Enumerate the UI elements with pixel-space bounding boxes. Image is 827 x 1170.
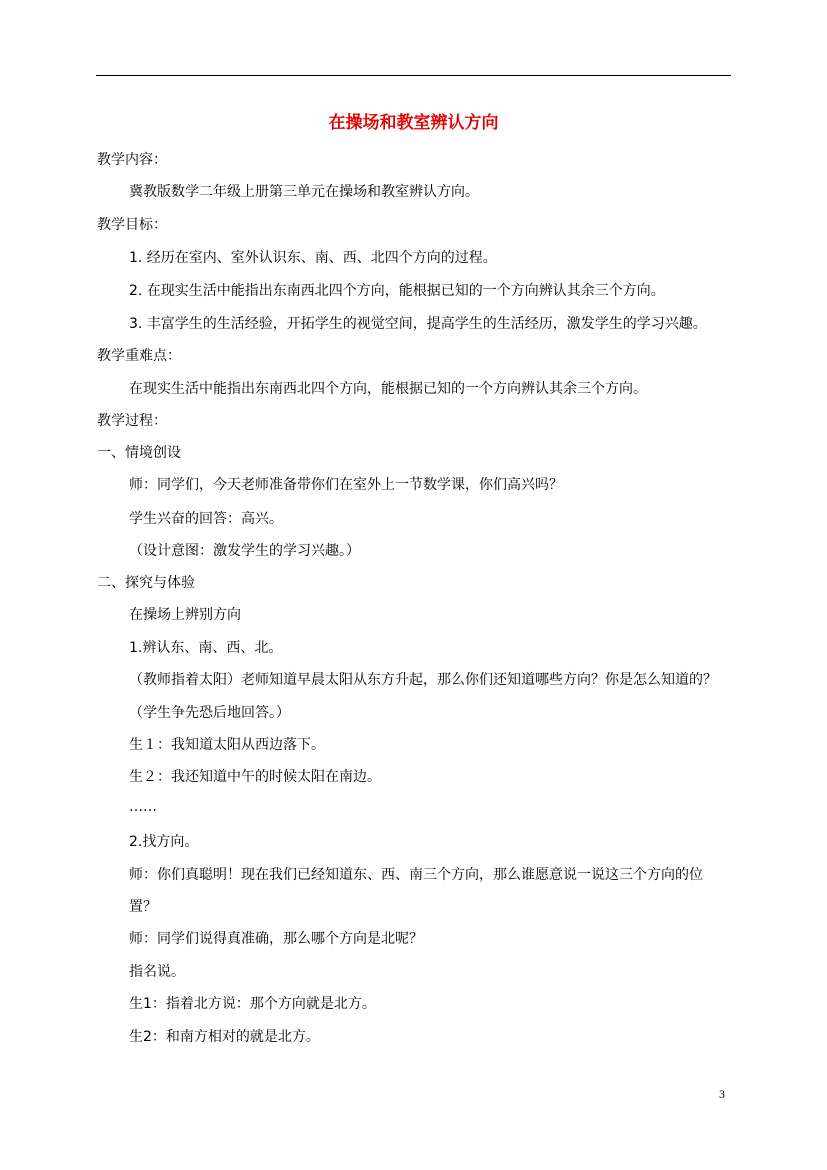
- keypoints-label: 教学重难点：: [97, 348, 181, 364]
- section-2-line: 1.辨认东、南、西、北。: [129, 640, 283, 656]
- content-text: 冀教版数学二年级上册第三单元在操场和教室辨认方向。: [129, 184, 479, 200]
- section-1-line: 师：同学们，今天老师准备带你们在室外上一节数学课，你们高兴吗？: [129, 477, 563, 493]
- page-number: 3: [719, 1087, 725, 1101]
- section-1-line: 学生兴奋的回答：高兴。: [129, 511, 283, 527]
- section-2-line: 指名说。: [129, 964, 185, 980]
- header-rule: [96, 75, 731, 76]
- process-label: 教学过程：: [97, 413, 167, 429]
- ellipsis-line: ……: [129, 799, 157, 815]
- goal-item-2: 2. 在现实生活中能指出东南西北四个方向，能根据已知的一个方向辨认其余三个方向。: [129, 283, 665, 299]
- section-2-line: 2.找方向。: [129, 834, 199, 850]
- section-2-heading: 二、探究与体验: [97, 575, 195, 591]
- section-2-line: 生2：和南方相对的就是北方。: [129, 1029, 320, 1045]
- section-1-line: （设计意图：激发学生的学习兴趣。）: [129, 543, 360, 559]
- section-2-line: 生１：我知道太阳从西边落下。: [129, 737, 325, 753]
- section-2-line: 生２：我还知道中午的时候太阳在南边。: [129, 769, 381, 785]
- goal-item-1: 1. 经历在室内、室外认识东、南、西、北四个方向的过程。: [129, 250, 497, 266]
- section-2-line: 在操场上辨别方向: [129, 607, 241, 623]
- section-2-line: 置？: [129, 899, 157, 915]
- section-2-line: 师：同学们说得真准确，那么哪个方向是北呢？: [129, 931, 423, 947]
- section-1-heading: 一、情境创设: [97, 445, 181, 461]
- document-title: 在操场和教室辨认方向: [328, 113, 499, 133]
- section-2-line: 师：你们真聪明！现在我们已经知道东、西、南三个方向，那么谁愿意说一说这三个方向的位: [129, 867, 703, 883]
- section-2-line: （教师指着太阳）老师知道早晨太阳从东方升起，那么你们还知道哪些方向？你是怎么知道的？: [129, 672, 717, 688]
- section-2-line: 生1：指着北方说：那个方向就是北方。: [129, 996, 376, 1012]
- goals-label: 教学目标：: [97, 217, 167, 233]
- goal-item-3: 3. 丰富学生的生活经验，开拓学生的视觉空间，提高学生的生活经历，激发学生的学习兴趣。: [129, 316, 707, 332]
- content-label: 教学内容：: [97, 152, 167, 168]
- section-2-line: （学生争先恐后地回答。）: [129, 705, 290, 721]
- keypoints-text: 在现实生活中能指出东南西北四个方向，能根据已知的一个方向辨认其余三个方向。: [129, 381, 647, 397]
